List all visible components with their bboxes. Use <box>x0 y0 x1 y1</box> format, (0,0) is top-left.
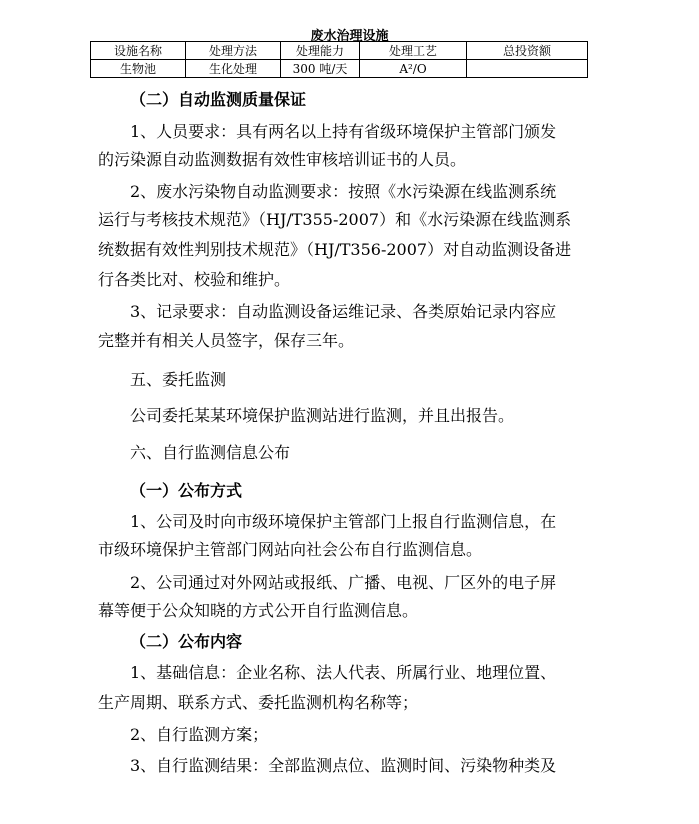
section-heading: 五、委托监测 <box>130 370 227 389</box>
section-heading: 六、自行监测信息公布 <box>130 443 291 462</box>
paragraph-line: 统数据有效性判别技术规范》（HJ/T356-2007）对自动监测设备进 <box>98 240 572 259</box>
header-cell: 设施名称 <box>91 42 186 60</box>
paragraph-line: 3、记录要求：自动监测设备运维记录、各类原始记录内容应 <box>130 302 557 321</box>
header-cell: 处理方法 <box>186 42 281 60</box>
paragraph-line: 的污染源自动监测数据有效性审核培训证书的人员。 <box>98 150 467 169</box>
section-heading: （一）公布方式 <box>130 481 243 500</box>
paragraph-line: 2、公司通过对外网站或报纸、广播、电视、厂区外的电子屏 <box>130 573 557 592</box>
paragraph-line: 2、自行监测方案； <box>130 725 269 744</box>
paragraph-line: 市级环境保护主管部门网站向社会公布自行监测信息。 <box>98 540 483 559</box>
paragraph-line: 3、自行监测结果：全部监测点位、监测时间、污染物种类及 <box>130 756 557 775</box>
table-cell: 生物池 <box>91 60 186 78</box>
header-cell: 总投资额 <box>467 42 588 60</box>
table-header-row <box>91 42 588 60</box>
table-cell: 生化处理 <box>186 60 281 78</box>
section-heading: （二）公布内容 <box>130 632 243 651</box>
header-cell: 处理工艺 <box>360 42 467 60</box>
table-cell <box>467 60 588 78</box>
header-cell: 处理能力 <box>281 42 360 60</box>
paragraph-line: 1、公司及时向市级环境保护主管部门上报自行监测信息，在 <box>130 512 557 531</box>
table-row <box>91 60 588 78</box>
table-title: 废水治理设施 <box>310 29 389 44</box>
table-cell: A²/O <box>360 60 467 78</box>
paragraph-line: 2、废水污染物自动监测要求：按照《水污染源在线监测系统 <box>130 182 557 201</box>
paragraph-line: 1、基础信息：企业名称、法人代表、所属行业、地理位置、 <box>130 663 557 682</box>
table-cell: 300 吨/天 <box>281 60 360 78</box>
paragraph-line: 公司委托某某环境保护监测站进行监测，并且出报告。 <box>130 406 515 425</box>
paragraph-line: 运行与考核技术规范》（HJ/T355-2007）和《水污染源在线监测系 <box>98 210 572 229</box>
facility-table <box>90 41 588 78</box>
paragraph-line: 生产周期、联系方式、委托监测机构名称等； <box>98 693 419 712</box>
paragraph-line: 1、人员要求：具有两名以上持有省级环境保护主管部门颁发 <box>130 122 557 141</box>
paragraph-line: 幕等便于公众知晓的方式公开自行监测信息。 <box>98 601 419 620</box>
paragraph-line: 完整并有相关人员签字，保存三年。 <box>98 331 355 350</box>
paragraph-line: 行各类比对、校验和维护。 <box>98 270 291 289</box>
section-heading: （二）自动监测质量保证 <box>130 90 307 109</box>
